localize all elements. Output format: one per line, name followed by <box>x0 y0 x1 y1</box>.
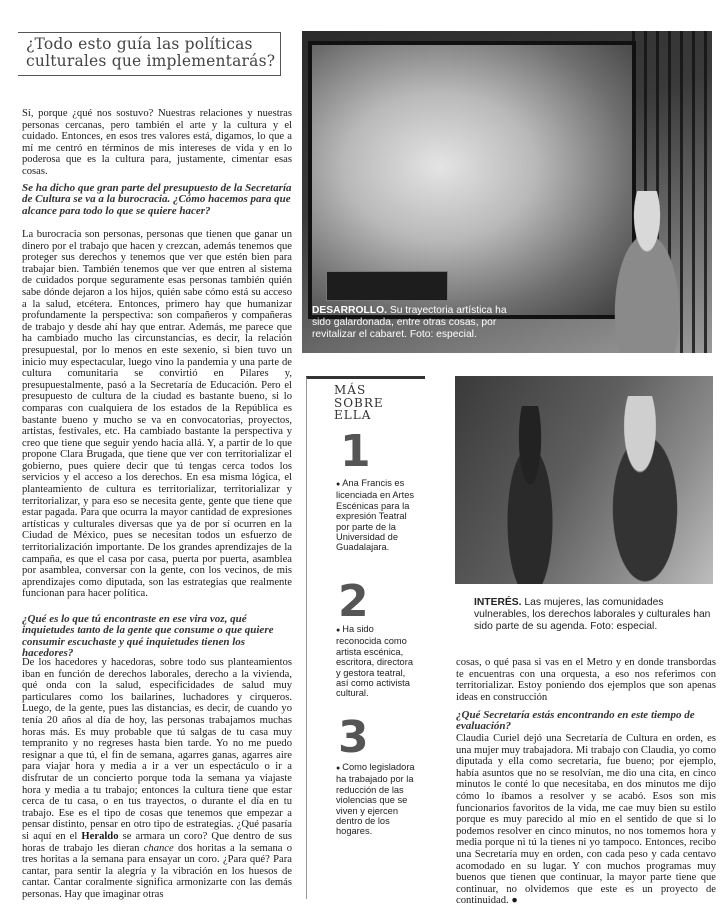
sidebar-item-2-text: Ha sido reconocida como artista escénica, escritora, directora y gestora teatral, así como activista cultural. <box>336 624 413 699</box>
col1-paragraph-3 <box>22 657 292 900</box>
end-mark-icon: ● <box>511 895 518 907</box>
col1-p3-bold: Heraldo <box>81 830 119 842</box>
sidebar-number-3: 3 <box>338 712 369 763</box>
sidebar-title-line-1: MÁS <box>334 383 367 397</box>
col1-question-1: Se ha dicho que gran parte del presupuesto de la Secretaría de Cultura se va a la burocracia. ¿Cómo hacemos para que alcance para todo lo que se quiere hacer? <box>22 182 292 217</box>
photo1-caption-lead: DESARROLLO. <box>312 305 387 316</box>
col1-p3-text-c: dos horitas a la semana o tres horitas a la semana para ensayar un coro. ¿Para qué? Para cantar, para sentir la alegría y la vibración en los huesos de cantar. Cantar coralmente significa armonizarte con las demás personas. Hay que imaginar otras <box>22 842 293 900</box>
col1-paragraph-1: Sí, porque ¿qué nos sostuvo? Nuestras relaciones y nuestras personas cercanas, pero también el arte y la cultura y el cuidado. Entonces, en esos tres valores está, digamos, lo que a mí me centró en términos de mis intereses de vida y en lo poderosa que es la cultura para, justamente, cimentar esas cosas. <box>22 108 292 177</box>
col1-p3-text: De los hacedores y hacedoras, sobre todo sus planteamientos iban en función de derechos laborales, derecho a la vivienda, qué onda con la salud, especificidades de salud muy particulares como los bailarines, luchadores y cirqueros. Luego, de la gente, pues las distancias, es decir, de cuando yo tenía 20 años al día de hoy, las personas trabajamos muchas horas más. Es muy probable que tú salgas de tu casa muy tempranito y no regreses hasta bien tarde. Yo no me puedo resignar a que tú, el fin de semana, agarres ganas, agarres aire para viajar hora y media a ir a ver un espectáculo o ir a disfrutar de un concierto porque toda la semana ya viajaste hora y media a tu trabajo; entonces la cultura tiene que estar cerca de tu casa, o en tus trayectos, o durante el día en tu trabajo. Ese es el tipo de cosas que tenemos que empezar a pensar distinto, pensar en otro tipo de estrategias. ¿Qué pasaría si aquí en el <box>22 657 292 842</box>
photo2-caption <box>474 597 714 633</box>
photo-interes <box>455 376 713 584</box>
col3-question-1: ¿Qué Secretaría estás encontrando en este tiempo de evaluación? <box>456 709 695 733</box>
sidebar-item-3 <box>336 762 420 837</box>
poster-label <box>326 271 448 301</box>
col3-p2-text: Claudia Curiel dejó una Secretaría de Cultura en orden, es una mujer muy trabajadora. Mi trabajo con Claudia, yo como diputada y ella como secretaria, fue bueno; por ejemplo, había asuntos que no se resolvían, me dio una cita, en cinco minutos le conté lo que necesitaba, en dos minutos me dijo cómo lo íbamos a resolver y se acabó. Esos son mis funcionarios favoritos de la vida, me cae muy bien su estilo porque es muy parecido al mío en el sentido de que si lo podemos resolver en cinco minutos, no nos tomemos hora y media porque ni tú la tienes ni yo tampoco. Entonces, recibo una Secretaría muy en orden, con cada peso y cada centavo acomodado en su lugar. Y con muchos programas muy buenos que tienen que continuar, la mayor parte tiene que continuar, no olvidemos que este es un proyecto de continuidad. <box>456 733 716 907</box>
headline-line-1: ¿Todo esto guía las políticas <box>26 35 253 53</box>
poster-image <box>308 41 636 319</box>
col1-question-2: ¿Qué es lo que tú encontraste en ese vira voz, qué inquietudes tanto de la gente que consume o que quiere consumir escuchaste y qué inquietudes tienen los hacedores? <box>22 613 274 660</box>
col1-p3-italic: chance <box>143 842 174 854</box>
sidebar-number-1: 1 <box>340 426 371 477</box>
sidebar-title <box>334 384 414 422</box>
col1-p3-text-b: se armara un coro? Que dentro de sus horas de trabajo les dieran <box>22 830 293 854</box>
headline-line-2: culturales que implementarás? <box>26 52 276 70</box>
bullet-icon: ● <box>336 627 341 634</box>
sidebar-item-2 <box>336 624 420 699</box>
sidebar-title-line-3: ELLA <box>334 408 372 422</box>
bullet-icon: ● <box>336 481 341 488</box>
photo1-caption-text: Su trayectoria artística ha sido galardonada, entre otras cosas, por revitalizar el cabaret. Foto: especial. <box>312 305 507 340</box>
col3-paragraph-2 <box>456 733 716 907</box>
sidebar-item-1 <box>336 478 420 553</box>
photo1-caption <box>312 305 527 341</box>
photo2-caption-lead: INTERÉS. <box>474 597 522 608</box>
figure-left <box>495 406 565 584</box>
sidebar-item-3-text: Como legisladora ha trabajado por la reducción de las violencias que se viven y ejercen dentro de los hogares. <box>336 762 415 837</box>
photo2-caption-text: Las mujeres, las comunidades vulnerables, los derechos laborales y culturales han sido parte de su agenda. Foto: especial. <box>474 597 711 632</box>
col3-paragraph-1: cosas, o qué pasa si vas en el Metro y en donde transbordas te encuentras con una orquesta, a eso nos referimos con territorializar. Estoy poniendo dos ejemplos que son apenas ideas en construcción <box>456 657 716 703</box>
bullet-icon: ● <box>336 765 341 772</box>
sidebar-number-2: 2 <box>338 576 369 627</box>
col1-paragraph-2: La burocracia son personas, personas que tienen que ganar un dinero por el trabajo que hacen y crezcan, además tenemos que proteger sus derechos y tenemos que ver que estén bien para trabajar bien. También tenemos que ver que entren al sistema de cuidados porque seguramente esas personas también quién sabe dónde dejaron a los hijos, quién sabe cómo está su acceso a la salud, etcétera. Entonces, primero hay que humanizar profundamente la perspectiva: son compañeros y compañeras de trabajo y desde ahí hay que entrar. Además, me parece que ha cambiado mucho las circunstancias, es decir, la relación presupuestal, por lo menos en este sexenio, si bien tuvo un inicio muy espectacular, luego vino la pandemia y una parte de cultura comunitaria se convirtió en Pilares y, presupuestalmente, pasó a la Secretaría de Educación. Pero el presupuesto de cultura de la ciudad es bastante bueno, si lo comparas con cualquiera de los estados de la República es bastante bueno y mucho se va en convocatorias, proyectos, artistas, festivales, etc. Ha cambiado bastante la perspectiva y creo que tiene que seguir yendo hacia allá. Y, a partir de lo que propone Clara Brugada, que tiene que ver con territorializar el gobierno, pues quiere decir que tú tengas cerca todos los servicios y el acceso a los derechos. En esa misma lógica, el planteamiento de cultura es territorializar, territorializar y territorializar, y para eso se necesita gente, gente que tiene que estar pagada. Para que ocurra la mayor cantidad de expresiones artísticas y culturales diversas que ya de por sí ocurren en la Ciudad de México, pues se necesitan todos un esfuerzo de territorialización importante. De los grandes aprendizajes de la campaña, es que el casa por casa, puerta por puerta, asamblea por asamblea, conversar con la gente, con los vecinos, de mis aprendizajes como diputada, son las estrategias que realmente funcionan para hacer política. <box>22 229 292 600</box>
sidebar-title-line-2: SOBRE <box>334 395 384 410</box>
portrait-figure <box>597 191 697 353</box>
figure-right <box>595 396 695 584</box>
headline <box>26 36 281 70</box>
sidebar-item-1-text: Ana Francis es licenciada en Artes Escénicas para la expresión Teatral por parte de la Universidad de Guadalajara. <box>336 478 415 553</box>
